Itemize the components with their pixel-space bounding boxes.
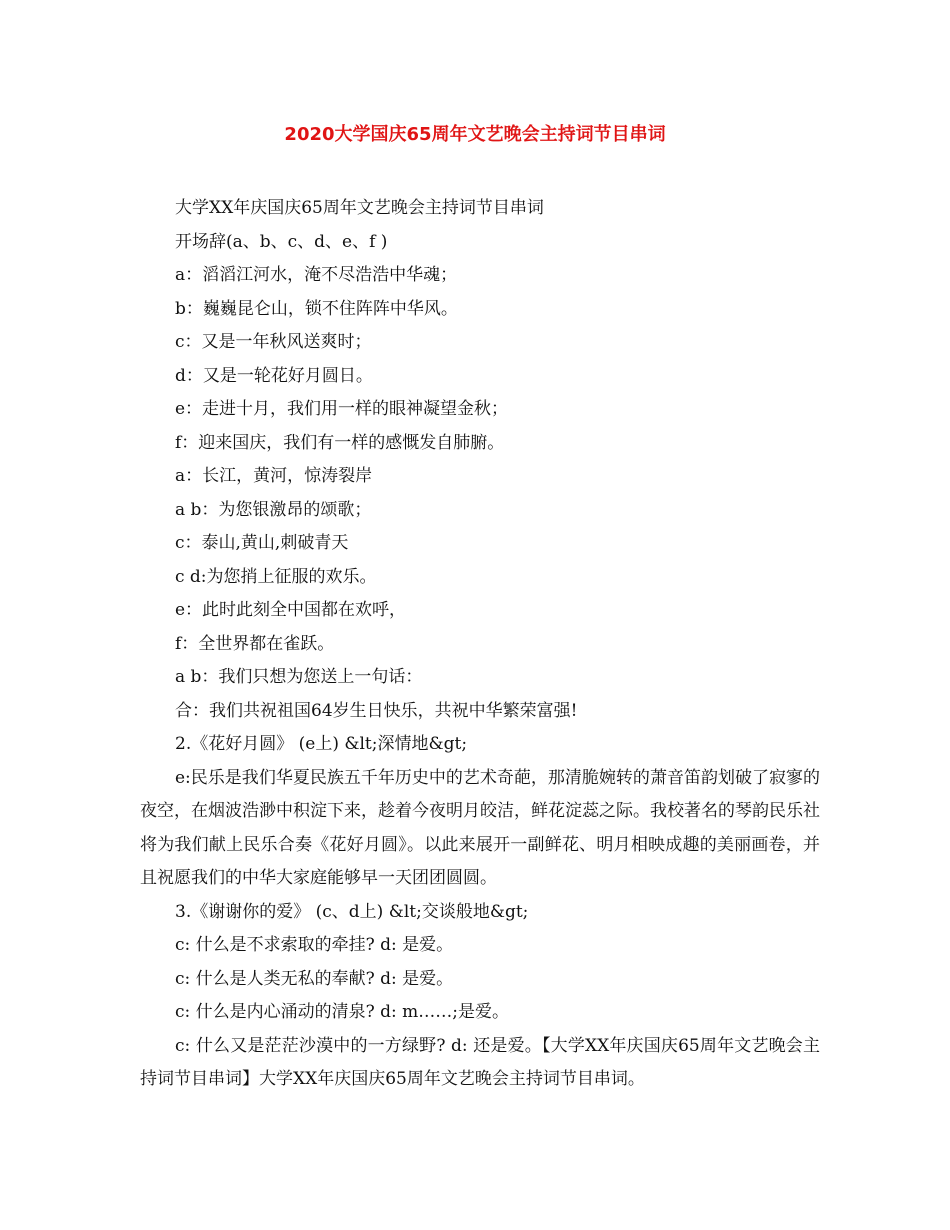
- text-line: c：又是一年秋风送爽时；: [175, 332, 372, 352]
- document-title: 2020大学国庆65周年文艺晚会主持词节目串词: [284, 124, 666, 145]
- text-line: c: 什么是不求索取的牵挂? d: 是爱。: [175, 935, 454, 955]
- text-line: f：全世界都在雀跃。: [175, 633, 335, 654]
- paragraph-closing: c: 什么又是茫茫沙漠中的一方绿野? d: 还是爱。【大学XX年庆国庆65周年文艺晚会主持词节目串词】大学XX年庆国庆65周年文艺晚会主持词节目串词。: [140, 1035, 820, 1089]
- paragraph-huahaoyueyuan: e:民乐是我们华夏民族五千年历史中的艺术奇葩，那清脆婉转的萧音笛韵划破了寂寥的夜空，在烟波浩渺中积淀下来，趁着今夜明月皎洁，鲜花淀蕊之际。我校著名的琴韵民乐社将为我们献上民乐合奏《花好月圆》。以此来展开一副鲜花、明月相映成趣的美丽画卷，并且祝愿我们的中华大家庭能够早一天团团圆圆。: [140, 767, 820, 888]
- text-line: e：走进十月，我们用一样的眼神凝望金秋；: [175, 399, 509, 419]
- text-line: a b：为您银激昂的颂歌；: [175, 499, 372, 520]
- document-body: [140, 192, 820, 1097]
- text-line: c: 什么是人类无私的奉献? d: 是爱。: [175, 968, 454, 989]
- text-line: f：迎来国庆，我们有一样的感慨发自肺腑。: [175, 432, 505, 453]
- text-line: a：滔滔江河水，淹不尽浩浩中华魂；: [175, 265, 458, 285]
- text-line: 大学XX年庆国庆65周年文艺晚会主持词节目串词: [175, 198, 544, 218]
- text-line: c: 什么是内心涌动的清泉? d: m……;是爱。: [175, 1002, 510, 1022]
- text-line: 合：我们共祝祖国64岁生日快乐，共祝中华繁荣富强!: [175, 700, 578, 721]
- text-line: a b：我们只想为您送上一句话：: [175, 667, 423, 687]
- text-line: c d:为您捎上征服的欢乐。: [175, 566, 377, 587]
- text-line: 3.《谢谢你的爱》 (c、d上) &lt;交谈般地&gt;: [175, 901, 529, 922]
- text-line: d：又是一轮花好月圆日。: [175, 365, 373, 386]
- text-line: b：巍巍昆仑山，锁不住阵阵中华风。: [175, 298, 458, 319]
- text-line: 2.《花好月圆》 (e上) &lt;深情地&gt;: [175, 734, 468, 754]
- text-line: a：长江，黄河，惊涛裂岸: [175, 466, 373, 486]
- text-line: e：此时此刻全中国都在欢呼，: [175, 600, 407, 620]
- text-line: c：泰山,黄山,刺破青天: [175, 533, 349, 553]
- text-line: 开场辞(a、b、c、d、e、f ): [175, 231, 388, 252]
